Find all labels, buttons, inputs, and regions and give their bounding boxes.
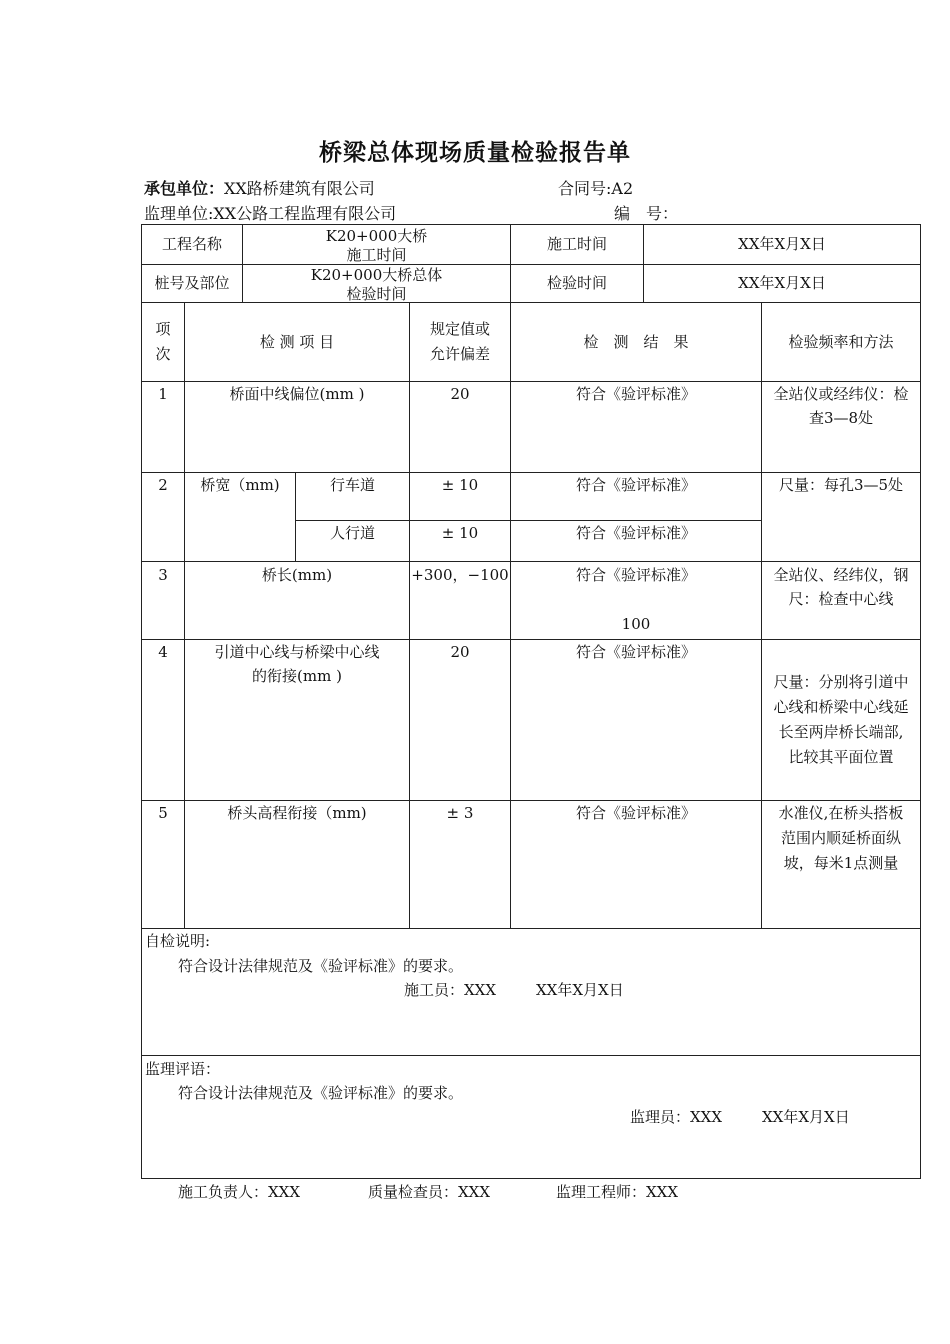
self-check-date: XX年X月X日 — [536, 981, 624, 999]
row-3-result: 符合《验评标准》 — [575, 566, 696, 584]
row-1-method-2: 查3—8处 — [808, 409, 874, 427]
inspection-time-value: XX年X月X日 — [738, 274, 826, 292]
row-2-tolerance-2: ± 10 — [441, 524, 479, 542]
footer-quality-inspector: 质量检查员：XXX — [368, 1183, 491, 1201]
table-line — [141, 561, 921, 562]
row-2-method: 尺量：每孔3—5处 — [778, 476, 904, 494]
row-4-method-4: 比较其平面位置 — [788, 748, 894, 766]
col-header-tolerance-1: 规定值或 — [429, 320, 490, 338]
row-2-sub-2: 人行道 — [329, 524, 375, 542]
row-5-result: 符合《验评标准》 — [575, 804, 696, 822]
contractor-value: XX路桥建筑有限公司 — [224, 179, 375, 198]
row-4-tolerance: 20 — [450, 643, 470, 661]
supervisor-unit: 监理单位:XX公路工程监理有限公司 — [144, 204, 397, 223]
row-3-item: 桥长(mm) — [261, 566, 333, 584]
row-3-method-2: 尺：检查中心线 — [788, 590, 894, 608]
inspection-time-label: 检验时间 — [546, 274, 607, 292]
row-2-tolerance-1: ± 10 — [441, 476, 479, 494]
supervision-date: XX年X月X日 — [762, 1108, 850, 1126]
row-5-no: 5 — [158, 804, 168, 822]
row-1-method-1: 全站仪或经纬仪：检 — [773, 385, 909, 403]
col-header-method: 检验频率和方法 — [788, 333, 894, 351]
row-4-method-2: 心线和桥梁中心线延 — [773, 698, 909, 716]
project-name-cell — [243, 225, 510, 264]
col-header-no-1: 项 — [155, 320, 171, 338]
supervision-label: 监理评语： — [145, 1060, 221, 1078]
row-5-method-2: 范围内顺延桥面纵 — [780, 829, 901, 847]
row-1-tolerance: 20 — [450, 385, 470, 403]
project-name-overflow-text: 施工时间 — [346, 246, 407, 264]
row-2-item: 桥宽（mm) — [200, 476, 280, 494]
row-4-item-1: 引道中心线与桥梁中心线 — [214, 643, 380, 661]
row-3-result-extra: 100 — [621, 615, 651, 633]
col-header-item: 检 测 项 目 — [259, 333, 335, 351]
table-line — [141, 1055, 921, 1056]
station-cell — [243, 265, 510, 302]
project-name-label: 工程名称 — [161, 235, 222, 253]
row-4-method-3: 长至两岸桥长端部, — [778, 723, 904, 741]
self-check-signer: 施工员：XXX — [404, 981, 497, 999]
table-line — [141, 302, 921, 303]
row-3-no: 3 — [158, 566, 168, 584]
contractor-label: 承包单位： — [144, 179, 225, 198]
row-2-result-1: 符合《验评标准》 — [575, 476, 696, 494]
row-2-result-2: 符合《验评标准》 — [575, 524, 696, 542]
page-title: 桥梁总体现场质量检验报告单 — [319, 140, 631, 166]
row-2-no: 2 — [158, 476, 168, 494]
row-4-no: 4 — [158, 643, 168, 661]
construction-time-value: XX年X月X日 — [738, 235, 826, 253]
contract-number: 合同号:A2 — [558, 179, 634, 198]
construction-time-label: 施工时间 — [546, 235, 607, 253]
row-5-method-1: 水准仪,在桥头搭板 — [778, 804, 904, 822]
station-overflow-text: 检验时间 — [346, 285, 407, 302]
row-5-item: 桥头高程衔接（mm) — [227, 804, 367, 822]
station-label: 桩号及部位 — [154, 274, 230, 292]
row-2-sub-1: 行车道 — [329, 476, 375, 494]
serial-number-label: 编 号： — [614, 204, 679, 223]
project-name-value: K20+000大桥 — [325, 227, 428, 245]
col-header-no-2: 次 — [155, 345, 171, 363]
footer-construction-lead: 施工负责人：XXX — [178, 1183, 301, 1201]
footer-supervising-engineer: 监理工程师：XXX — [556, 1183, 679, 1201]
row-3-tolerance: +300，−100 — [411, 566, 509, 584]
row-4-method-1: 尺量：分别将引道中 — [773, 673, 909, 691]
table-border-bottom — [141, 1178, 921, 1179]
self-check-label: 自检说明: — [145, 932, 211, 950]
row-5-method-3: 坡，每米1点测量 — [783, 854, 899, 872]
row-3-method-1: 全站仪、经纬仪，钢 — [773, 566, 909, 584]
row-1-item: 桥面中线偏位(mm ) — [229, 385, 365, 403]
col-header-result: 检 测 结 果 — [583, 333, 689, 351]
table-border-right — [920, 224, 921, 1179]
supervision-signer: 监理员：XXX — [630, 1108, 723, 1126]
row-4-result: 符合《验评标准》 — [575, 643, 696, 661]
self-check-text: 符合设计法律规范及《验评标准》的要求。 — [178, 957, 464, 975]
row-4-item-2: 的衔接(mm ) — [252, 667, 342, 685]
row-1-result: 符合《验评标准》 — [575, 385, 696, 403]
row-5-tolerance: ± 3 — [446, 804, 474, 822]
supervision-text: 符合设计法律规范及《验评标准》的要求。 — [178, 1084, 464, 1102]
station-value: K20+000大桥总体 — [310, 266, 443, 284]
table-border-left — [141, 224, 142, 1179]
row-1-no: 1 — [158, 385, 168, 403]
col-header-tolerance-2: 允许偏差 — [429, 345, 490, 363]
contractor-line — [144, 176, 375, 199]
table-line — [141, 928, 921, 929]
